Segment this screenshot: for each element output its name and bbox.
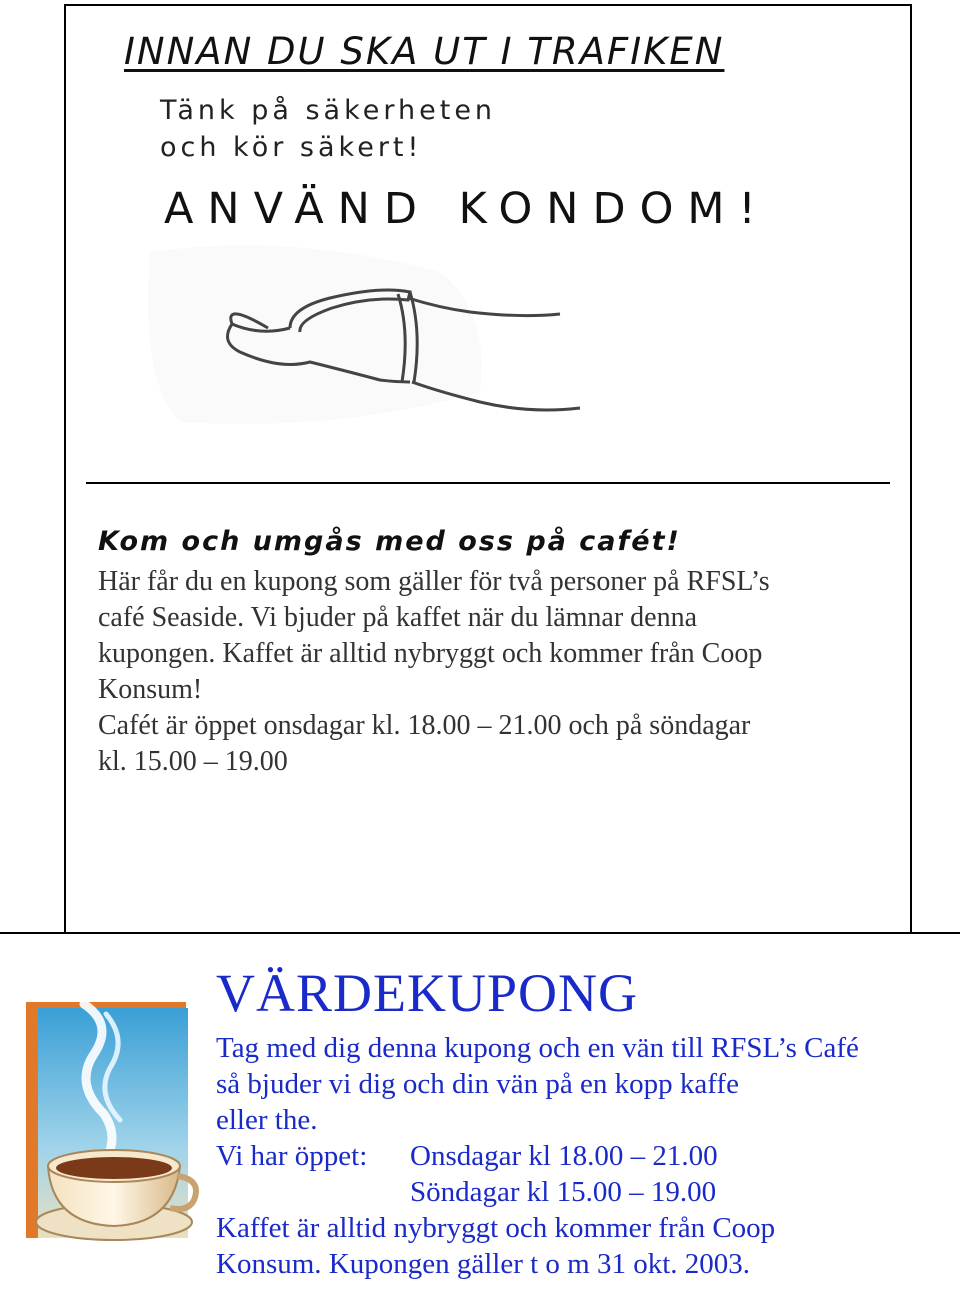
- coffee-cup-icon: [24, 994, 204, 1254]
- hours-label-spacer: [216, 1174, 410, 1210]
- cafe-line: Cafét är öppet onsdagar kl. 18.00 – 21.00 och på söndagar: [98, 710, 751, 741]
- cut-line: [0, 932, 960, 934]
- cafe-line: Konsum!: [98, 674, 203, 705]
- hours-label: Vi har öppet:: [216, 1140, 368, 1172]
- coupon-intro-line: Tag med dig denna kupong och en vän till RFSL’s Café: [216, 1032, 859, 1064]
- coupon-closing-line: Kaffet är alltid nybryggt och kommer från Coop: [216, 1212, 776, 1244]
- flyer-heading: INNAN DU SKA UT I TRAFIKEN: [124, 30, 725, 73]
- hours-value: Onsdagar kl 18.00 – 21.00: [410, 1140, 718, 1172]
- tip-line: Tänk på säkerheten: [160, 95, 497, 126]
- coupon-intro-line: så bjuder vi dig och din vän på en kopp kaffe: [216, 1068, 739, 1100]
- slogan: ANVÄND KONDOM!: [164, 184, 770, 234]
- cafe-line: kupongen. Kaffet är alltid nybryggt och kommer från Coop: [98, 638, 763, 669]
- coupon-intro-line: eller the.: [216, 1104, 318, 1136]
- hours-value: Söndagar kl 15.00 – 19.00: [410, 1176, 717, 1208]
- cafe-line: café Seaside. Vi bjuder på kaffet när du lämnar denna: [98, 602, 698, 633]
- coupon-title: VÄRDEKUPONG: [216, 963, 639, 1023]
- cafe-description: [98, 564, 888, 780]
- cafe-line: Här får du en kupong som gäller för två personer på RFSL’s: [98, 566, 770, 597]
- opening-hours-row: [216, 1174, 946, 1210]
- tip-line: och kör säkert!: [160, 132, 423, 163]
- cafe-line: kl. 15.00 – 19.00: [98, 746, 288, 777]
- condom-illustration: [140, 232, 620, 462]
- coupon-closing-line: Konsum. Kupongen gäller t o m 31 okt. 2003.: [216, 1248, 751, 1280]
- coupon-body: [216, 1030, 946, 1282]
- safety-tip: [160, 92, 496, 166]
- cafe-title: Kom och umgås med oss på cafét!: [98, 526, 681, 557]
- opening-hours-row: [216, 1138, 946, 1174]
- section-divider: [86, 482, 890, 484]
